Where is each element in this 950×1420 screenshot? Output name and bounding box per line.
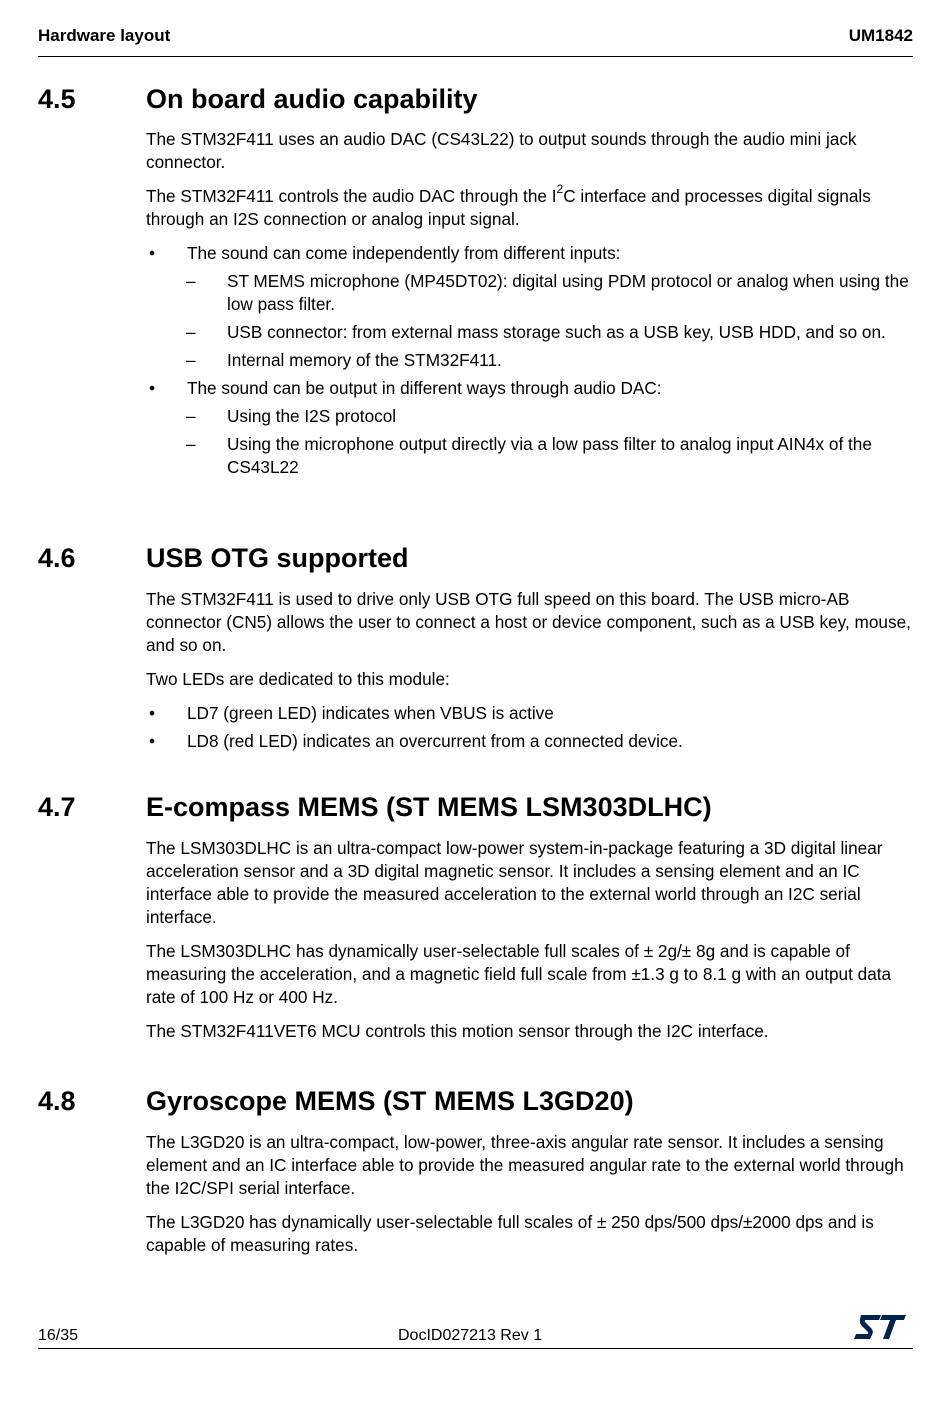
section-number: 4.7 [38, 792, 76, 822]
paragraph: The LSM303DLHC has dynamically user-selectable full scales of ± 2g/± 8g and is capable of measuring the acceleration, and a magnetic field full scale from ±1.3 g to 8.1 g with an output data rate of 100 Hz or 400 Hz. [146, 941, 892, 1007]
sub-list-item: – Using the microphone output directly via a low pass filter to analog input AIN4x of the CS43L22 [186, 434, 872, 477]
page-footer [38, 1306, 913, 1349]
section-title: E-compass MEMS (ST MEMS LSM303DLHC) [146, 792, 712, 822]
page-number: 16/35 [38, 1327, 79, 1344]
sub-list-item: – ST MEMS microphone (MP45DT02): digital using PDM protocol or analog when using the low pass filter. [186, 271, 909, 314]
section-body [146, 837, 912, 1054]
header-section-title: Hardware layout [38, 26, 171, 45]
list-item: • LD7 (green LED) indicates when VBUS is active [146, 702, 912, 725]
paragraph: The STM32F411VET6 MCU controls this motion sensor through the I2C interface. [146, 1021, 769, 1041]
bullet-mark: • [148, 703, 156, 723]
dash-mark: – [186, 271, 196, 291]
st-logo-icon [853, 1312, 907, 1342]
section-title: Gyroscope MEMS (ST MEMS L3GD20) [146, 1086, 634, 1116]
dash-mark: – [186, 350, 196, 370]
paragraph: The L3GD20 is an ultra-compact, low-power, three-axis angular rate sensor. It includes a sensing element and an IC interface able to provide the measured angular rate to the external world through the I2C/SPI serial interface. [146, 1132, 904, 1198]
page-header [38, 24, 913, 57]
section-number: 4.8 [38, 1086, 76, 1116]
paragraph: The L3GD20 has dynamically user-selectable full scales of ± 250 dps/500 dps/±2000 dps and is capable of measuring rates. [146, 1212, 874, 1255]
list-item: • LD8 (red LED) indicates an overcurrent from a connected device. [146, 730, 912, 753]
list-item: • The sound can come independently from different inputs: [146, 242, 912, 265]
list-item: • The sound can be output in different ways through audio DAC: [146, 377, 912, 400]
section-body [146, 128, 912, 484]
paragraph: The STM32F411 is used to drive only USB OTG full speed on this board. The USB micro-AB connector (CN5) allows the user to connect a host or device component, such as a USB key, mouse, and so on. [146, 589, 911, 655]
sub-list-item: – USB connector: from external mass storage such as a USB key, USB HDD, and so on. [186, 322, 886, 342]
sub-list-item: – Using the I2S protocol [186, 406, 397, 426]
section-title: On board audio capability [146, 84, 478, 114]
bullet-mark: • [148, 243, 156, 263]
paragraph: Two LEDs are dedicated to this module: [146, 669, 450, 689]
section-body [146, 1131, 912, 1268]
paragraph: The LSM303DLHC is an ultra-compact low-power system-in-package featuring a 3D digital linear acceleration sensor and a 3D digital magnetic sensor. It includes a sensing element and an IC interface able to provide the measured acceleration to the external world through an I2C serial interface. [146, 838, 883, 927]
section-number: 4.6 [38, 543, 76, 573]
bullet-mark: • [148, 378, 156, 398]
paragraph: The STM32F411 controls the audio DAC through the $I^2C$ interface and processes digital signals through an I2S connection or analog input signal. [146, 182, 871, 229]
dash-mark: – [186, 434, 196, 454]
bullet-mark: • [148, 731, 156, 751]
paragraph: The STM32F411 uses an audio DAC (CS43L22) to output sounds through the audio mini jack connector. [146, 129, 857, 172]
section-title: USB OTG supported [146, 543, 409, 573]
header-doc-code: UM1842 [848, 26, 913, 45]
sub-list-item: – Internal memory of the STM32F411. [186, 350, 502, 370]
dash-mark: – [186, 406, 196, 426]
doc-id: DocID027213 Rev 1 [398, 1327, 543, 1344]
dash-mark: – [186, 322, 196, 342]
section-number: 4.5 [38, 84, 76, 114]
section-body [146, 588, 912, 758]
